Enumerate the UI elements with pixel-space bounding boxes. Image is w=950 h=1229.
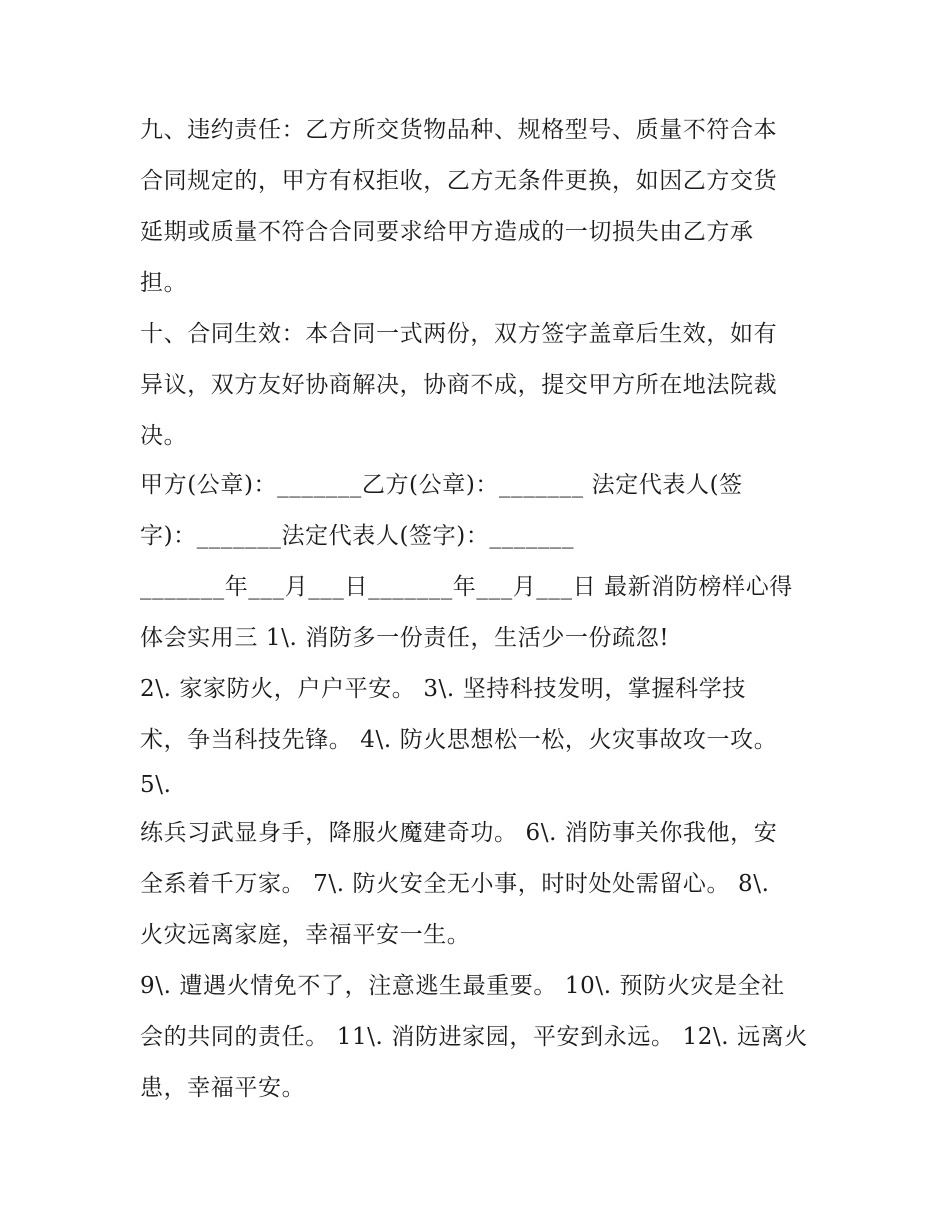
signature-line: 字)：_______法定代表人(签字)：_______ [140, 523, 575, 549]
text-line: 九、违约责任：乙方所交货物品种、规格型号、质量不符合本 [140, 117, 778, 143]
text-line: 会的共同的责任。 11\. 消防进家园，平安到永远。 12\. 远离火 [140, 1024, 808, 1050]
signature-line: 甲方(公章)：_______乙方(公章)：_______ 法定代表人(签 [140, 472, 743, 498]
text-line: 术，争当科技先锋。 4\. 防火思想松一松，火灾事故攻一攻。 [140, 727, 778, 753]
text-line: 火灾远离家庭，幸福平安一生。 [140, 922, 471, 948]
text-line: 患，幸福平安。 [140, 1075, 306, 1101]
text-line: 体会实用三 1\. 消防多一份责任，生活少一份疏忽! [140, 625, 670, 651]
text-line: 延期或质量不符合合同要求给甲方造成的一切损失由乙方承 [140, 219, 754, 245]
text-line: 担。 [140, 270, 188, 296]
text-line: 练兵习武显身手，降服火魔建奇功。 6\. 消防事关你我他，安 [140, 820, 778, 846]
text-line: 5\. [140, 772, 172, 798]
text-line: 2\. 家家防火，户户平安。 3\. 坚持科技发明，掌握科学技 [140, 676, 746, 702]
text-line: 9\. 遭遇火情免不了，注意逃生最重要。 10\. 预防火灾是全社 [140, 973, 785, 999]
text-line: 决。 [140, 423, 188, 449]
text-line: 全系着千万家。 7\. 防火安全无小事，时时处处需留心。 8\. [140, 871, 770, 897]
text-line: 异议，双方友好协商解决，协商不成，提交甲方所在地法院裁 [140, 372, 778, 398]
text-line: 合同规定的，甲方有权拒收，乙方无条件更换，如因乙方交货 [140, 168, 778, 194]
date-line: _______年___月___日_______年___月___日 最新消防榜样心得 [140, 574, 793, 600]
text-line: 十、合同生效：本合同一式两份，双方签字盖章后生效，如有 [140, 321, 778, 347]
